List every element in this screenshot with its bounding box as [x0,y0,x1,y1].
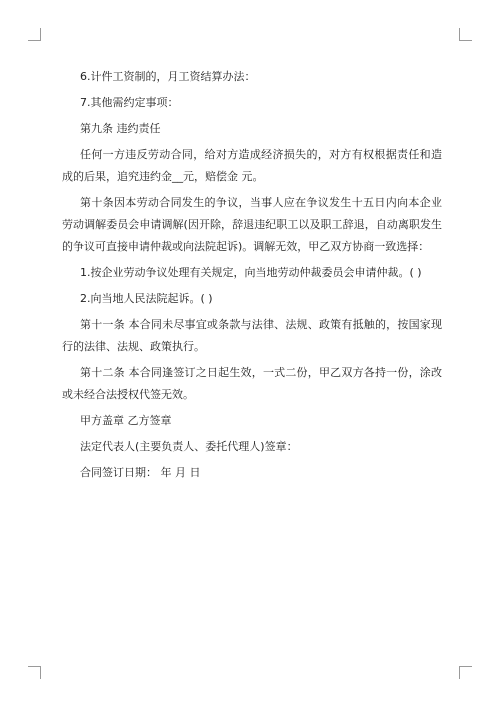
crop-mark-top-left [28,28,41,41]
article-9-heading: 第九条 违约责任 [80,122,161,135]
party-seals-line: 甲方盖章 乙方签章 [80,414,172,427]
option-2-court: 2.向当地人民法院起诉。( ) [80,292,213,305]
clause-6-piecework-wage: 6.计件工资制的，月工资结算办法： [80,70,256,83]
article-12-text: 第十二条 本合同逢签订之日起生效，一式二份，甲乙双方各持一份，涂改或未经合法授权代签无效。 [62,366,442,401]
legal-representative-line: 法定代表人(主要负责人、委托代理人)签章： [80,440,298,453]
document-body [62,66,442,488]
signing-date-line: 合同签订日期： 年 月 日 [80,466,201,479]
crop-mark-bottom-left [28,666,41,679]
crop-mark-bottom-right [459,666,472,679]
option-1-arbitration: 1.按企业劳动争议处理有关规定，向当地劳动仲裁委员会申请仲裁。( ) [80,266,422,279]
crop-mark-top-right [459,28,472,41]
clause-7-other-matters: 7.其他需约定事项： [80,96,179,109]
article-10-text: 第十条因本劳动合同发生的争议，当事人应在争议发生十五日内向本企业劳动调解委员会申请调解(因开除，辞退违纪职工以及职工辞退，自动离职发生的争议可直接申请仲裁或向法院起诉)。调解无效，甲乙双方协商一致选择： [62,196,442,253]
article-11-text: 第十一条 本合同未尽事宜或条款与法律、法规、政策有抵触的，按国家现行的法律、法规、政策执行。 [62,318,442,353]
article-9-text: 任何一方违反劳动合同，给对方造成经济损失的，对方有权根据责任和造成的后果，追究违约金__元，赔偿金 元。 [62,148,442,183]
